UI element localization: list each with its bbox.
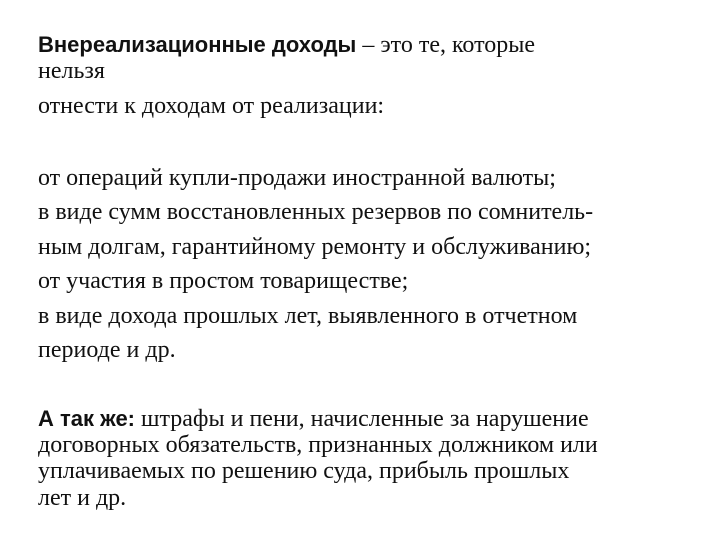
list-line: от участия в простом товариществе; — [38, 268, 409, 294]
also-line-1-rest: штрафы и пени, начисленные за нарушение — [135, 406, 589, 432]
also-label: А так же: — [38, 406, 136, 431]
intro-term: Внереализационные доходы — [38, 32, 357, 57]
intro-line-1 — [38, 33, 535, 57]
also-line-2: договорных обязательств, признанных должником или — [38, 432, 598, 458]
list-line: от операций купли-продажи иностранной валюты; — [38, 165, 556, 191]
intro-line-3: отнести к доходам от реализации: — [38, 93, 385, 119]
also-line-3: уплачиваемых по решению суда, прибыль прошлых — [38, 458, 570, 484]
list-line: ным долгам, гарантийному ремонту и обслуживанию; — [38, 234, 592, 260]
intro-line-1-rest: – это те, которые — [356, 32, 536, 58]
list-line: периоде и др. — [38, 337, 176, 363]
intro-line-2: нельзя — [38, 58, 105, 84]
also-line-1 — [38, 407, 589, 431]
also-line-4: лет и др. — [38, 485, 127, 511]
list-line: в виде сумм восстановленных резервов по сомнитель- — [38, 199, 594, 225]
list-line: в виде дохода прошлых лет, выявленного в отчетном — [38, 303, 578, 329]
